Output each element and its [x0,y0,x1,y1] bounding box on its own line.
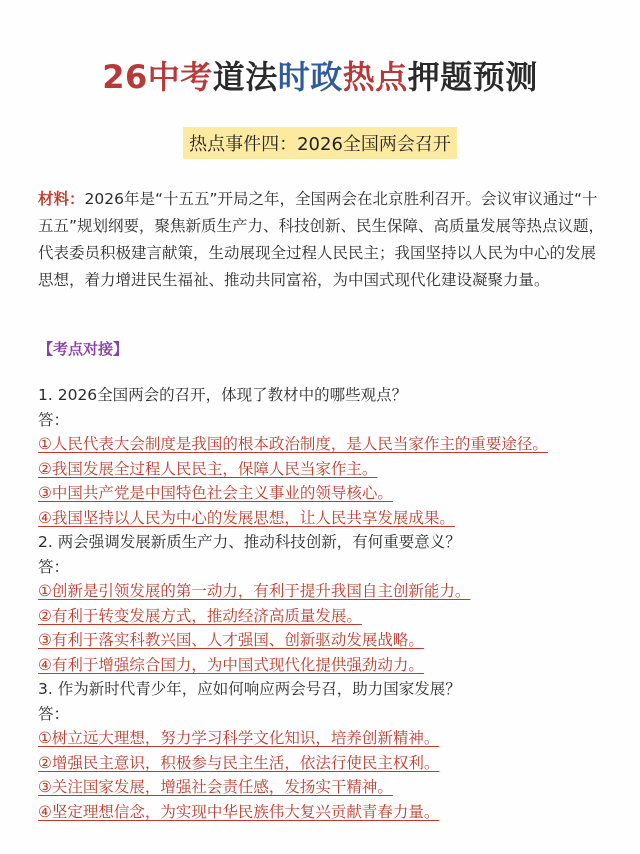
answer-3-3: ③关注国家发展，增强社会责任感，发扬实干精神。 [38,778,393,796]
question-list [38,383,618,824]
material-text: 2026年是“十五五”开局之年，全国两会在北京胜利召开。会议审议通过“十五五”规划纲要，聚焦新质生产力、科技创新、民生保障、高质量发展等热点议题，代表委员积极建言献策，生动展现全过程人民民主；我国坚持以人民为中心的发展思想，着力增进民生福祉、推动共同富裕，为中国式现代化建设凝聚力量。 [38,190,605,289]
title-part-current-affairs: 时政 [277,58,343,96]
answer-3-2: ②增强民主意识，积极参与民主生活，依法行使民主权利。 [38,753,440,772]
question-1: 1. 2026全国两会的召开，体现了教材中的哪些观点？ [38,386,408,404]
page-title [0,52,640,98]
answer-1-3: ③中国共产党是中国特色社会主义事业的领导核心。 [38,484,393,502]
question-2: 2. 两会强调发展新质生产力、推动科技创新，有何重要意义？ [38,533,461,551]
answer-1-1: ①人民代表大会制度是我国的根本政治制度，是人民当家作主的重要途径。 [38,435,548,453]
answer-2-1: ①创新是引领发展的第一动力，有利于提升我国自主创新能力。 [38,582,471,600]
event-subtitle: 热点事件四：2026全国两会召开 [183,127,457,159]
answer-2-4: ④有利于增强综合国力，为中国式现代化提供强劲动力。 [38,655,424,674]
material-label: 材料： [38,190,85,208]
section-label: 【考点对接】 [38,340,129,358]
answer-1-4: ④我国坚持以人民为中心的发展思想，让人民共享发展成果。 [38,508,455,527]
answer-label-3: 答： [38,704,70,723]
answer-3-4: ④坚定理想信念，为实现中华民族伟大复兴贡献青春力量。 [38,802,440,821]
answer-3-1: ①树立远大理想，努力学习科学文化知识，培养创新精神。 [38,729,440,747]
title-part-hotspot: 热点 [342,58,408,96]
subtitle-container [0,127,640,159]
title-part-exam: 26中考 [102,58,213,96]
answer-2-3: ③有利于落实科教兴国、人才强国、创新驱动发展战略。 [38,631,424,649]
question-3: 3. 作为新时代青少年，应如何响应两会号召，助力国家发展？ [38,680,461,698]
title-part-prediction: 押题预测 [407,58,538,96]
answer-label-1: 答： [38,410,70,429]
title-part-subject: 道法 [212,58,278,96]
answer-1-2: ②我国发展全过程人民民主，保障人民当家作主。 [38,459,378,478]
material-paragraph [38,186,606,294]
answer-label-2: 答： [38,557,70,576]
answer-2-2: ②有利于转变发展方式，推动经济高质量发展。 [38,606,362,625]
